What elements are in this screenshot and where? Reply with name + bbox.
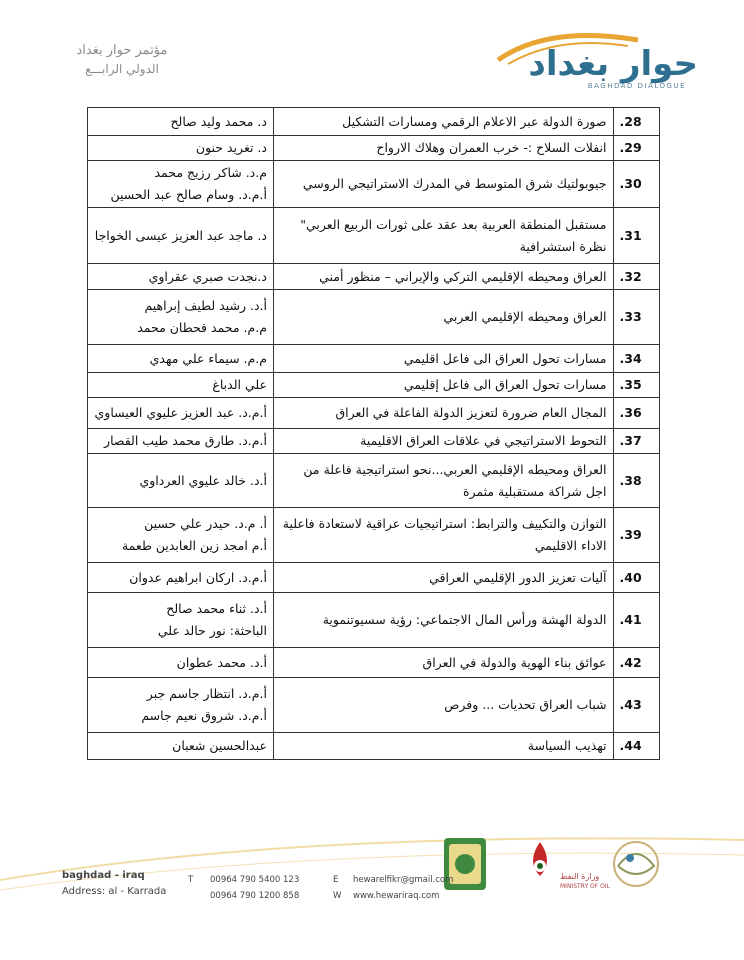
paper-title: آليات تعزيز الدور الإقليمي العراقي [273, 563, 613, 593]
row-number: .28 [613, 108, 660, 136]
paper-authors [88, 429, 274, 454]
author-name: أ.د. رشيد لطيف إبراهيم [144, 298, 267, 313]
row-number: .42 [613, 648, 660, 678]
w-label: W [333, 891, 342, 901]
contact-values [353, 872, 453, 904]
paper-title: شباب العراق تحديات ... وفرص [273, 678, 613, 733]
paper-authors [88, 345, 274, 373]
paper-title: التحوط الاستراتيجي في علاقات العراق الاقليمية [273, 429, 613, 454]
paper-authors [88, 290, 274, 345]
paper-title: مسارات تحول العراق الى فاعل إقليمي [273, 373, 613, 398]
table-row [88, 373, 660, 398]
author-name: أ. م.د. حيدر علي حسين [144, 516, 267, 531]
row-number: .33 [613, 290, 660, 345]
paper-authors [88, 136, 274, 161]
table-row [88, 508, 660, 563]
paper-authors [88, 563, 274, 593]
author-name: عبدالحسين شعبان [172, 738, 267, 753]
paper-authors [88, 264, 274, 290]
paper-title: عوائق بناء الهوية والدولة في العراق [273, 648, 613, 678]
table-row [88, 208, 660, 264]
paper-authors [88, 373, 274, 398]
email-link[interactable]: hewarelfikr@gmail.com [353, 875, 454, 885]
row-number: .40 [613, 563, 660, 593]
conference-line-2: الدولي الرابـــع [85, 62, 159, 76]
logo-subtitle: BAGHDAD DIALOGUE [587, 82, 686, 90]
table-row [88, 648, 660, 678]
paper-authors [88, 678, 274, 733]
table-row [88, 593, 660, 648]
author-name: أ.م امجد زين العابدين طعمة [121, 538, 267, 553]
website-link[interactable]: www.hewariraq.com [353, 891, 440, 901]
table-row [88, 290, 660, 345]
paper-authors [88, 208, 274, 264]
footer-address: Address: al - Karrada [62, 886, 167, 897]
author-name: م.م. سيماء علي مهدي [149, 350, 267, 366]
paper-title: مستقبل المنطقة العربية بعد عقد على ثورات الربيع العربي" نظرة استشرافية [273, 208, 613, 264]
row-number: .37 [613, 429, 660, 454]
author-name: د. محمد وليد صالح [170, 113, 267, 129]
paper-title: العراق ومحيطه الإقليمي التركي والإيراني – منظور أمني [273, 264, 613, 290]
row-number: .30 [613, 161, 660, 208]
row-number: .34 [613, 345, 660, 373]
e-label: E [333, 875, 339, 885]
table-row [88, 733, 660, 760]
author-name: د. ماجد عبد العزيز عيسى الخواجا [94, 227, 267, 243]
row-number: .36 [613, 398, 660, 429]
row-number: .29 [613, 136, 660, 161]
author-name: أ.د. محمد عطوان [176, 654, 267, 670]
author-name: أ.م.د. انتظار جاسم جبر [146, 686, 267, 701]
table-row [88, 398, 660, 429]
table-row [88, 108, 660, 136]
author-name: م.د. شاكر رزيج محمد [154, 165, 267, 180]
phone-2: 00964 790 1200 858 [210, 891, 300, 901]
author-name: أ.م.د. طارق محمد طيب القصار [104, 433, 267, 448]
table-row [88, 563, 660, 593]
footer-city: baghdad - iraq [62, 870, 145, 881]
author-name: أ.م.د. اركان ابراهيم عدوان [129, 569, 267, 585]
paper-authors [88, 454, 274, 508]
table-row [88, 454, 660, 508]
paper-title: انفلات السلاح :- خرب العمران وهلاك الارواح [273, 136, 613, 161]
paper-title: تهذيب السياسة [273, 733, 613, 760]
paper-authors [88, 161, 274, 208]
paper-title: مسارات تحول العراق الى فاعل اقليمي [273, 345, 613, 373]
author-name: م.م. محمد قحطان محمد [137, 320, 267, 335]
ministry-label [560, 872, 610, 890]
paper-title: جيوبولتيك شرق المتوسط في المدرك الاستراتيجي الروسي [273, 161, 613, 208]
paper-authors [88, 108, 274, 136]
author-name: علي الدباغ [212, 377, 267, 392]
row-number: .32 [613, 264, 660, 290]
table-row [88, 264, 660, 290]
ministry-label-en: MINISTRY OF OIL [560, 883, 610, 890]
row-number: .31 [613, 208, 660, 264]
author-name: أ.م.د. شروق نعيم جاسم [141, 708, 267, 723]
calligraphy-logo-icon [604, 836, 674, 896]
author-name: أ.د. خالد عليوي العرداوي [139, 472, 267, 488]
paper-authors [88, 733, 274, 760]
author-name: أ.د. ثناء محمد صالح [166, 601, 267, 616]
paper-authors [88, 648, 274, 678]
phone-1: 00964 790 5400 123 [210, 875, 300, 885]
paper-title: التوازن والتكييف والترابط: استراتيجيات عراقية لاستعادة فاعلية الاداء الاقليمي [273, 508, 613, 563]
row-number: .44 [613, 733, 660, 760]
paper-authors [88, 593, 274, 648]
table-row [88, 345, 660, 373]
row-number: .38 [613, 454, 660, 508]
paper-authors [88, 398, 274, 429]
logo-text: حوار بغداد [528, 44, 698, 84]
row-number: .35 [613, 373, 660, 398]
author-name: د. تغريد حنون [195, 140, 267, 155]
phone-numbers [210, 872, 299, 904]
paper-title: العراق ومحيطه الإقليمي العربي...نحو استراتيجية فاعلة من اجل شراكة مستقبلية مثمرة [273, 454, 613, 508]
t-label: T [188, 875, 194, 885]
table-row [88, 429, 660, 454]
paper-title: المجال العام ضرورة لتعزيز الدولة الفاعلة في العراق [273, 398, 613, 429]
conference-line-1: مؤتمر حوار بغداد [76, 43, 168, 58]
table-row [88, 136, 660, 161]
author-name: أ.م.د. عبد العزيز عليوي العيساوي [94, 405, 267, 420]
phone-label [188, 872, 193, 888]
paper-title: صورة الدولة عبر الاعلام الرقمي ومسارات التشكيل [273, 108, 613, 136]
table-row [88, 161, 660, 208]
contact-labels [333, 872, 341, 904]
ministry-label-ar: وزارة النفط [560, 872, 600, 881]
paper-title: العراق ومحيطه الإقليمي العربي [273, 290, 613, 345]
author-name: أ.م.د. وسام صالح عبد الحسين [110, 187, 267, 202]
paper-authors [88, 508, 274, 563]
conference-title [62, 42, 182, 78]
row-number: .39 [613, 508, 660, 563]
paper-title: الدولة الهشة ورأس المال الاجتماعي: رؤية سسيوتنموية [273, 593, 613, 648]
author-name: د.نجدت صبري عقراوي [148, 268, 267, 284]
brand-logo [488, 30, 698, 90]
author-name: الباحثة: نور حالد علي [157, 623, 267, 638]
table-row [88, 678, 660, 733]
row-number: .43 [613, 678, 660, 733]
papers-table [87, 107, 660, 760]
row-number: .41 [613, 593, 660, 648]
